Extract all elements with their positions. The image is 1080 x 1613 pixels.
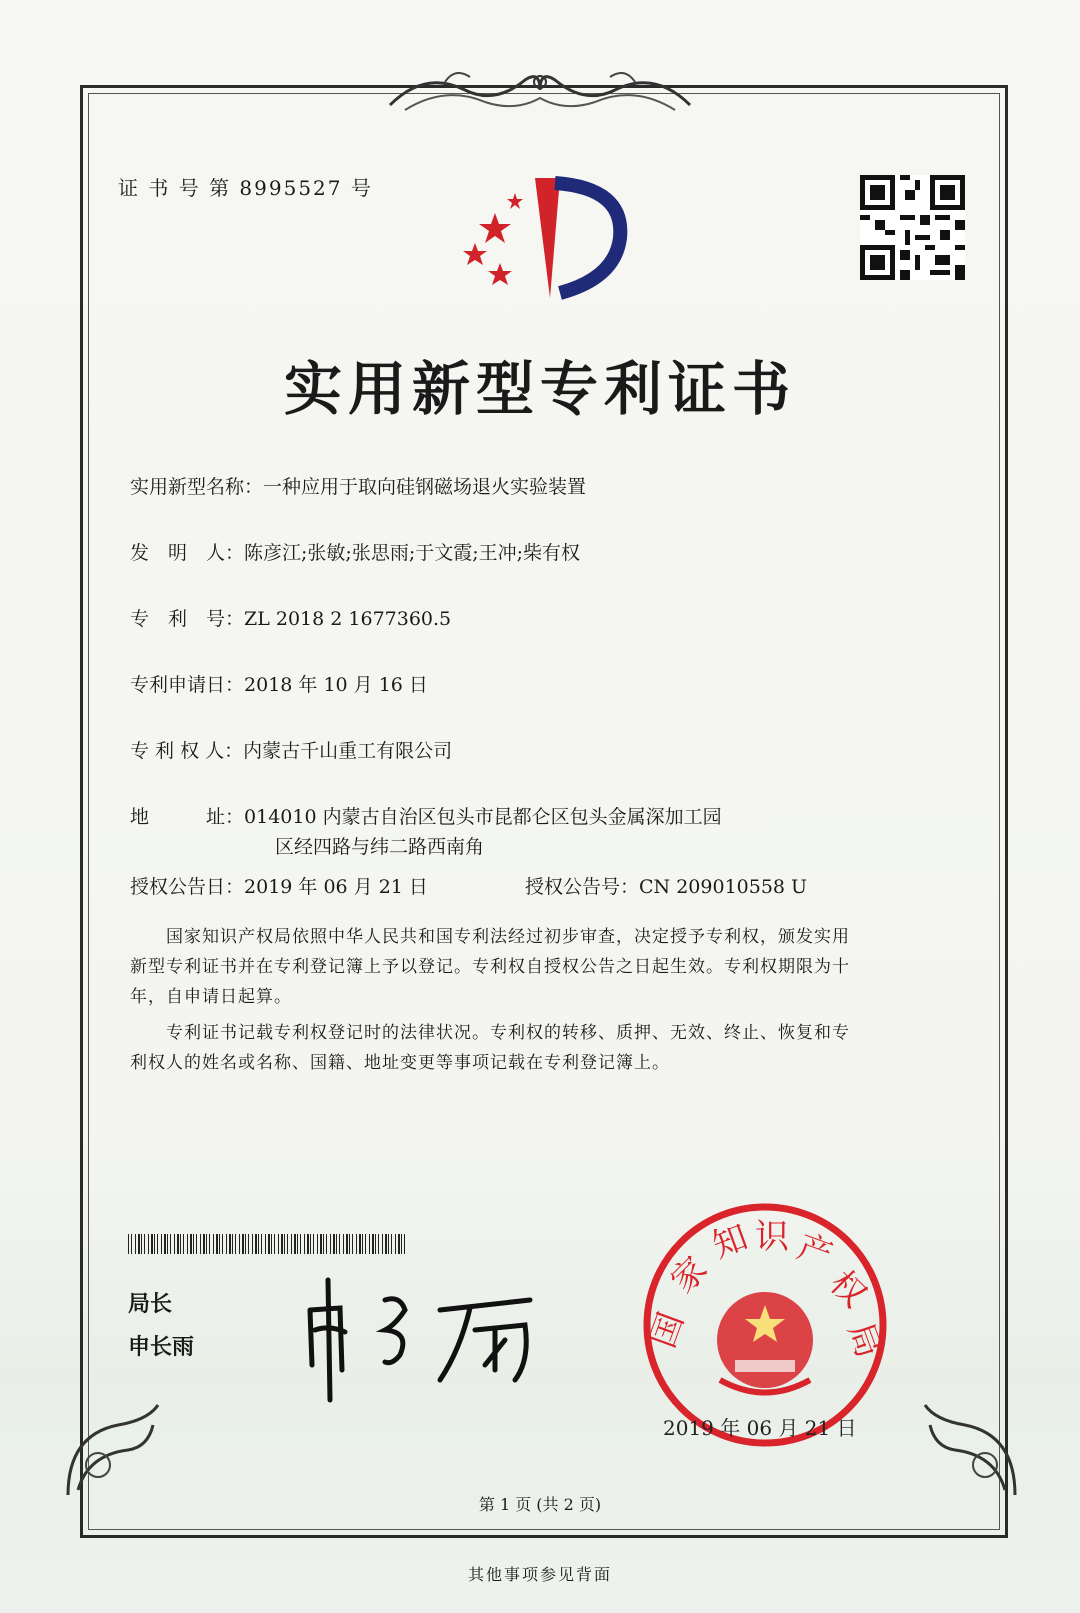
field-value: 014010 内蒙古自治区包头市昆都仑区包头金属深加工园 [244,806,722,828]
paragraph-line: 专利证书记载专利权登记时的法律状况。专利权的转移、质押、无效、终止、恢复和专 [166,1023,850,1043]
field-label: 专利申请日： [130,674,245,696]
field-value: CN 209010558 U [639,876,808,898]
field-value: 2018 年 10 月 16 日 [244,674,428,696]
qr-code-icon [860,175,965,280]
field-label: 实用新型名称： [130,476,264,498]
field-label: 发 明 人： [130,542,245,564]
seal-date: 2019 年 06 月 21 日 [663,1416,857,1440]
svg-text:局: 局 [839,1317,889,1364]
field-label: 授权公告号： [525,876,640,898]
field-address [130,802,722,829]
svg-text:国: 国 [642,1307,693,1354]
field-label: 授权公告日： [130,876,245,898]
svg-text:知: 知 [707,1217,754,1267]
field-patentee [130,736,452,763]
corner-ornament-icon [915,1395,1025,1505]
field-address-line2: 区经四路与纬二路西南角 [275,836,485,858]
field-filing-date [130,670,428,697]
certificate-title: 实用新型专利证书 [283,355,796,423]
cnipa-logo-icon [455,168,630,308]
signatory-name: 申长雨 [128,1334,195,1360]
top-ornament-icon [385,60,695,120]
field-label: 专 利 权 人： [130,740,244,762]
paragraph-line: 国家知识产权局依照中华人民共和国专利法经过初步审查，决定授予专利权，颁发实用 [166,927,850,947]
field-value: 2019 年 06 月 21 日 [244,876,428,898]
field-inventor [130,538,580,565]
svg-text:权: 权 [821,1263,874,1316]
barcode-icon [128,1234,408,1254]
svg-text:家: 家 [663,1249,716,1302]
field-value: 一种应用于取向硅钢磁场退火实验装置 [263,476,587,498]
signatory-title: 局长 [128,1291,173,1317]
svg-text:识: 识 [755,1217,789,1257]
paragraph-line: 新型专利证书并在专利登记簿上予以登记。专利权自授权公告之日起生效。专利权期限为十 [130,957,850,977]
footer-note: 其他事项参见背面 [467,1565,612,1584]
field-grant-number [525,872,807,899]
corner-ornament-icon [58,1395,168,1505]
certificate-number: 证 书 号 第 8995527 号 [118,176,373,200]
page-number: 第 1 页 (共 2 页) [478,1495,602,1514]
statement-paragraph-2 [130,1018,950,1078]
field-label: 地 址： [130,806,245,828]
field-name [130,472,586,499]
paragraph-line: 利权人的姓名或名称、国籍、地址变更等事项记载在专利登记簿上。 [130,1053,670,1073]
paragraph-line: 年，自申请日起算。 [130,987,292,1007]
field-value: 陈彦江;张敏;张思雨;于文霞;王冲;柴有权 [244,542,581,564]
svg-text:产: 产 [791,1226,838,1277]
field-grant-date [130,872,428,899]
field-label: 专 利 号： [130,608,245,630]
field-patent-number [130,604,451,631]
field-value: 内蒙古千山重工有限公司 [243,740,453,762]
handwritten-signature [300,1270,550,1410]
statement-paragraph-1 [130,922,950,1012]
field-value: ZL 2018 2 1677360.5 [244,608,452,630]
